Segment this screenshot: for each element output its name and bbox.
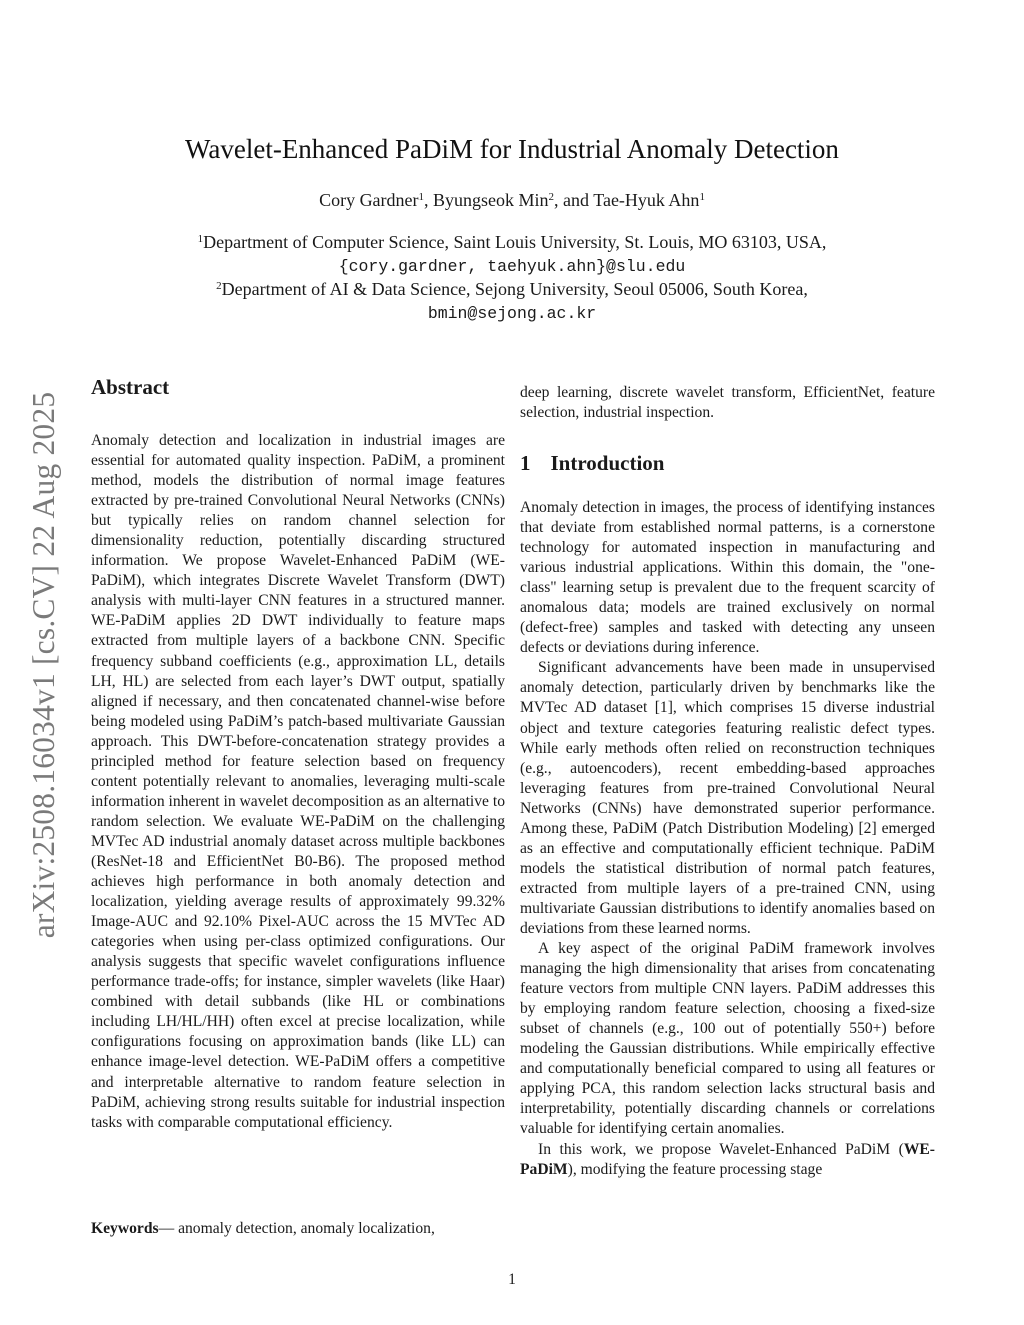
affiliation-mark: 1 bbox=[197, 233, 204, 245]
section-heading bbox=[520, 453, 935, 473]
keywords-right bbox=[520, 383, 935, 423]
affiliation-1: $^1$Department of Computer Science, Saint Louis University, St. Louis, MO 63103, USA, bbox=[197, 232, 827, 252]
intro-paragraph-4: In this work, we propose Wavelet-Enhanced PaDiM (WE-PaDiM), modifying the feature processing stage bbox=[520, 1140, 935, 1178]
author-affiliation-mark: 2 bbox=[548, 191, 555, 203]
author-name: Byungseok Min bbox=[433, 190, 549, 210]
email-1: {cory.gardner, taehyuk.ahn}@slu.edu bbox=[338, 256, 686, 276]
affiliations bbox=[0, 231, 1024, 325]
email-2: bmin@sejong.ac.kr bbox=[427, 303, 597, 323]
keywords-left bbox=[91, 1219, 505, 1239]
intro-body bbox=[520, 498, 935, 1180]
keywords-label: Keywords bbox=[91, 1220, 159, 1237]
affiliation-2: $^2$Department of AI & Data Science, Sejong University, Seoul 05006, South Korea, bbox=[216, 279, 808, 299]
intro-paragraph-2: Significant advancements have been made in unsupervised anomaly detection, particularly driven by benchmarks like the MVTec AD dataset [1], which comprises 15 diverse industrial object and texture categories featuring realistic defect types. While early methods often relied on reconstruction techniques (e.g., autoencoders), recent embedding-based approaches leveraging features from pre-trained Convolutional Neural Networks (CNNs) have demonstrated superior performance. Among these, PaDiM (Patch Distribution Modeling) [2] emerged as an effective and computationally efficient technique. PaDiM models the statistical distribution of normal patch features, extracted from multiple layers of a pre-trained CNN, using multivariate Gaussian distributions to identify anomalies based on deviations from these learned norms. bbox=[520, 659, 935, 937]
author-name: Tae-Hyuk Ahn bbox=[593, 190, 700, 210]
keywords-dash: — bbox=[158, 1220, 179, 1237]
abstract-heading: Abstract bbox=[91, 375, 170, 399]
section-number: 1 bbox=[520, 451, 531, 475]
author-name: Cory Gardner bbox=[319, 190, 419, 210]
abstract-text: Anomaly detection and localization in industrial images are essential for automated quality inspection. PaDiM, a prominent method, models the distribution of normal image features extracted by pre-trained Convolutional Neural Networks (CNNs) but typically relies on random channel selection for dimensionality reduction, potentially discarding structured information. We propose Wavelet-Enhanced PaDiM (WE-PaDiM), which integrates Discrete Wavelet Transform (DWT) analysis with multi-layer CNN features in a structured manner. WE-PaDiM applies 2D DWT individually to feature maps extracted from multiple layers of a backbone CNN. Specific frequency subband coefficients (e.g., approximation LL, details LH, HL) are selected from each layer’s DWT output, spatially aligned if necessary, and then concatenated channel-wise before being modeled using PaDiM’s patch-based multivariate Gaussian approach. This DWT-before-concatenation strategy provides a principled method for feature selection based on frequency content potentially relevant to anomalies, leveraging multi-scale information inherent in wavelet decomposition as an alternative to random selection. We evaluate WE-PaDiM on the challenging MVTec AD industrial anomaly dataset across multiple backbones (ResNet-18 and EfficientNet B0-B6). The proposed method achieves high performance in both anomaly detection and localization, yielding average results of approximately 99.32% Image-AUC and 92.10% Pixel-AUC across the 15 MVTec AD categories when using per-class optimized configurations. Our analysis suggests that specific wavelet configurations influence performance trade-offs; for instance, simpler wavelets (like Haar) combined with detail subbands (like HL or combinations including LH/HL/HH) often excel at precise localization, while configurations focusing on approximation bands (like LL) can enhance image-level detection. WE-PaDiM offers a competitive and interpretable alternative to random feature selection in PaDiM, achieving strong results suitable for industrial inspection tasks with comparable computational efficiency. bbox=[91, 432, 505, 1131]
arxiv-stamp: arXiv:2508.16034v1 [cs.CV] 22 Aug 2025 bbox=[26, 391, 61, 939]
keywords-text-right: deep learning, discrete wavelet transform, EfficientNet, feature selection, industrial inspection. bbox=[520, 384, 935, 422]
paper-title: Wavelet-Enhanced PaDiM for Industrial Anomaly Detection bbox=[185, 134, 839, 164]
affiliation-mark: 2 bbox=[216, 280, 222, 292]
abstract-heading-block bbox=[91, 377, 505, 397]
author-affiliation-mark: 1 bbox=[418, 191, 425, 203]
author-list: Cory Gardner$^1$, Byungseok Min$^2$, and Tae-Hyuk Ahn$^1$ bbox=[319, 190, 705, 210]
page-number: 1 bbox=[508, 1271, 516, 1288]
intro-heading-block bbox=[520, 453, 935, 473]
method-name: WE-PaDiM bbox=[520, 1140, 935, 1178]
intro-paragraph-1: Anomaly detection in images, the process of identifying instances that deviate from established normal patterns, is a cornerstone technology for automated inspection in manufacturing and various industrial applications. Within this domain, the "one-class" learning setup is prevalent due to the frequent scarcity of anomalous data; models are trained exclusively on normal (defect-free) samples and tasked with detecting any unseen defects or deviations during inference. bbox=[520, 499, 935, 657]
abstract-body bbox=[91, 431, 505, 1133]
keywords-text-left: anomaly detection, anomaly localization, bbox=[178, 1220, 435, 1237]
intro-paragraph-3: A key aspect of the original PaDiM framework involves managing the high dimensionality that arises from concatenating feature vectors from multiple CNN layers. PaDiM addresses this by employing random feature selection, choosing a fixed-size subset of channels (e.g., 100 out of potentially 550+) before modeling the Gaussian distributions. While empirically effective and computationally beneficial compared to using all features or applying PCA, this random selection lacks structural basis and interpretability, potentially discarding channels or correlations valuable for identifying certain anomalies. bbox=[520, 940, 935, 1138]
author-affiliation-mark: 1 bbox=[699, 191, 705, 203]
section-title: Introduction bbox=[550, 451, 665, 475]
